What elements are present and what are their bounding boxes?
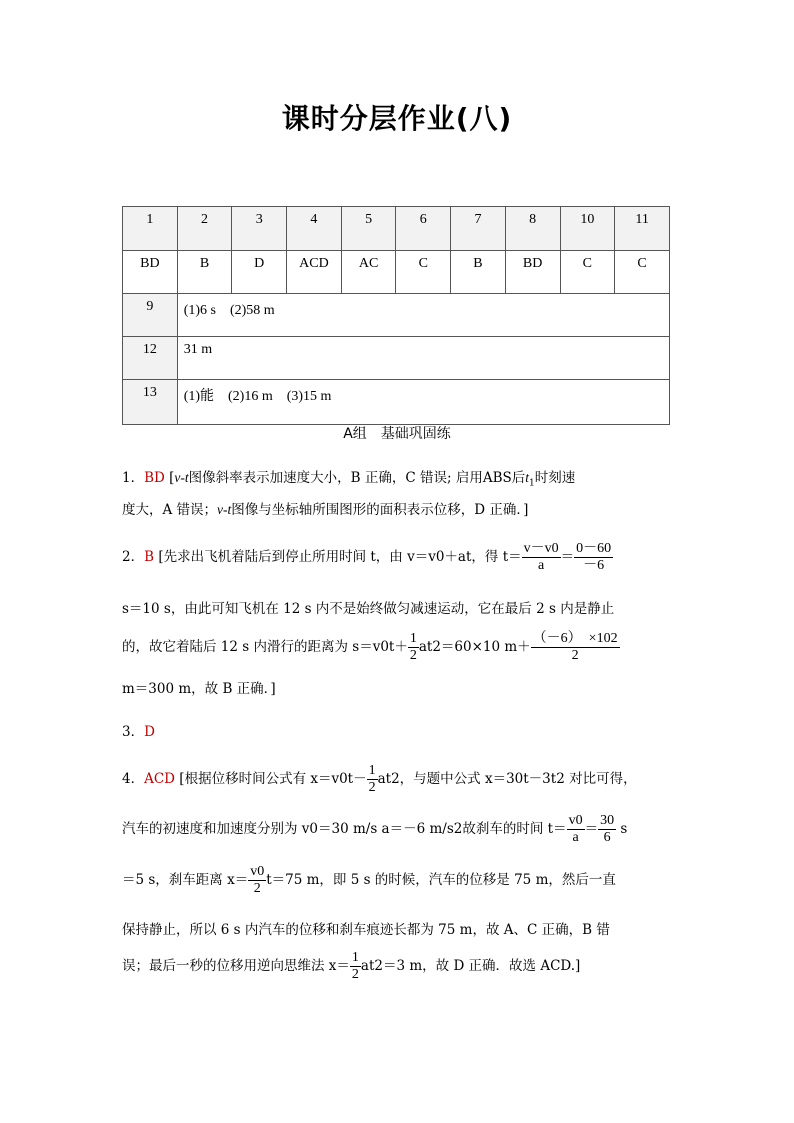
answer-cell: C [396, 251, 451, 294]
answer-cell: D [232, 251, 287, 294]
question-number: 12 [123, 337, 178, 380]
question-number: 11 [615, 207, 670, 251]
fraction: $\frac{(-6) \times 102}{2}$ [532, 631, 618, 663]
q4-line-2 [122, 813, 627, 846]
q2-answer: B [144, 549, 155, 565]
q4-text: at2，与题中公式 x＝30t－3t2 对比可得， [377, 771, 637, 787]
fraction: $\frac{30}{6}$ [600, 813, 615, 845]
table-header-row [123, 207, 670, 251]
answer-cell: 31 m [177, 337, 669, 380]
q4-answer: ACD [144, 771, 175, 787]
q4-line-4: 保持静止，所以 6 s 内汽车的位移和刹车痕迹长都为 75 m，故 A、C 正确，B 错 [122, 922, 610, 938]
fraction: $\frac{v0}{2}$ [250, 864, 265, 896]
answer-cell: BD [505, 251, 560, 294]
fraction: $\frac{v-v0}{a}$ [523, 541, 559, 573]
question-number: 4 [287, 207, 342, 251]
table-row [123, 294, 670, 337]
q4-number: 4． [122, 771, 145, 787]
q1-line-1 [122, 466, 575, 489]
q2-line-3 [122, 631, 620, 664]
fraction: $\frac{1}{2}$ [351, 950, 359, 982]
q2-line-4: m＝300 m，故 B 正确．] [122, 681, 276, 697]
q2-number: 2． [122, 549, 145, 565]
q4-line-3 [122, 864, 616, 897]
answer-cell: BD [123, 251, 178, 294]
q1-text: 图像与坐标轴所围图形的面积表示位移，D 正确．] [231, 502, 529, 518]
q3-number: 3． [122, 724, 145, 740]
q4-text: at2＝3 m，故 D 正确．故选 ACD.] [360, 958, 581, 974]
q1-text: 度大，A 错误； [122, 502, 218, 518]
fraction: $\frac{1}{2}$ [368, 763, 376, 795]
q1-text: 1 [529, 478, 535, 489]
question-number: 7 [451, 207, 506, 251]
q1-text: 图像斜率表示加速度大小，B 正确，C 错误; 启用ABS后 [188, 470, 526, 486]
q3-line [122, 720, 155, 740]
question-number: 2 [177, 207, 232, 251]
answer-cell: B [177, 251, 232, 294]
answer-cell: AC [341, 251, 396, 294]
q1-text: [ [169, 470, 175, 486]
q4-text: t＝75 m，即 5 s 的时候，汽车的位移是 75 m，然后一直 [266, 872, 616, 888]
answer-cell: (1)6 s (2)58 m [177, 294, 669, 337]
q4-text: 汽车的初速度和加速度分别为 v0＝30 m/s a＝－6 m/s2故刹车的时间 t＝ [122, 821, 567, 837]
q1-answer: BD [144, 470, 165, 486]
q2-text: ＝ [560, 549, 575, 565]
q4-text: s [616, 821, 628, 837]
question-number: 13 [123, 380, 178, 425]
q4-text: ＝ [584, 821, 599, 837]
question-number: 3 [232, 207, 287, 251]
q4-text: [根据位移时间公式有 x＝v0t－ [179, 771, 367, 787]
q4-line-5 [122, 950, 580, 983]
table-row [123, 337, 670, 380]
answer-table [122, 206, 670, 425]
q1-text: v-t [217, 502, 232, 517]
q4-line-1 [122, 763, 637, 796]
answer-cell: C [615, 251, 670, 294]
q4-text: 误；最后一秒的位移用逆向思维法 x＝ [122, 958, 350, 974]
answer-cell: B [451, 251, 506, 294]
question-number: 1 [123, 207, 178, 251]
q1-line-2 [122, 498, 528, 518]
question-number: 9 [123, 294, 178, 337]
table-row [123, 380, 670, 425]
q1-text: t [525, 470, 530, 485]
question-number: 8 [505, 207, 560, 251]
q1-text: 时刻速 [534, 470, 576, 486]
q2-text: at2＝60×10 m＋ [418, 639, 531, 655]
question-number: 10 [560, 207, 615, 251]
page-title: 课时分层作业(八) [281, 102, 513, 135]
q3-answer: D [144, 724, 155, 740]
question-number: 6 [396, 207, 451, 251]
q2-text: [先求出飞机着陆后到停止所用时间 t，由 v＝v0＋at，得 t＝ [158, 549, 522, 565]
q1-text: v-t [174, 470, 189, 485]
answer-cell: (1)能 (2)16 m (3)15 m [177, 380, 669, 425]
fraction: $\frac{1}{2}$ [409, 631, 417, 663]
fraction: $\frac{v0}{a}$ [568, 813, 583, 845]
question-number: 5 [341, 207, 396, 251]
answer-cell: ACD [287, 251, 342, 294]
answer-cell: C [560, 251, 615, 294]
q2-text: 的，故它着陆后 12 s 内滑行的距离为 s＝v0t＋ [122, 639, 408, 655]
fraction: $\frac{0-60}{-6}$ [576, 541, 612, 573]
section-title: A组 基础巩固练 [343, 426, 451, 442]
table-answer-row [123, 251, 670, 294]
q2-line-1 [122, 541, 613, 574]
q1-number: 1． [122, 470, 145, 486]
q4-text: ＝5 s，刹车距离 x＝ [122, 872, 249, 888]
q2-line-2: s＝10 s，由此可知飞机在 12 s 内不是始终做匀减速运动，它在最后 2 s 内是静止 [122, 601, 615, 617]
